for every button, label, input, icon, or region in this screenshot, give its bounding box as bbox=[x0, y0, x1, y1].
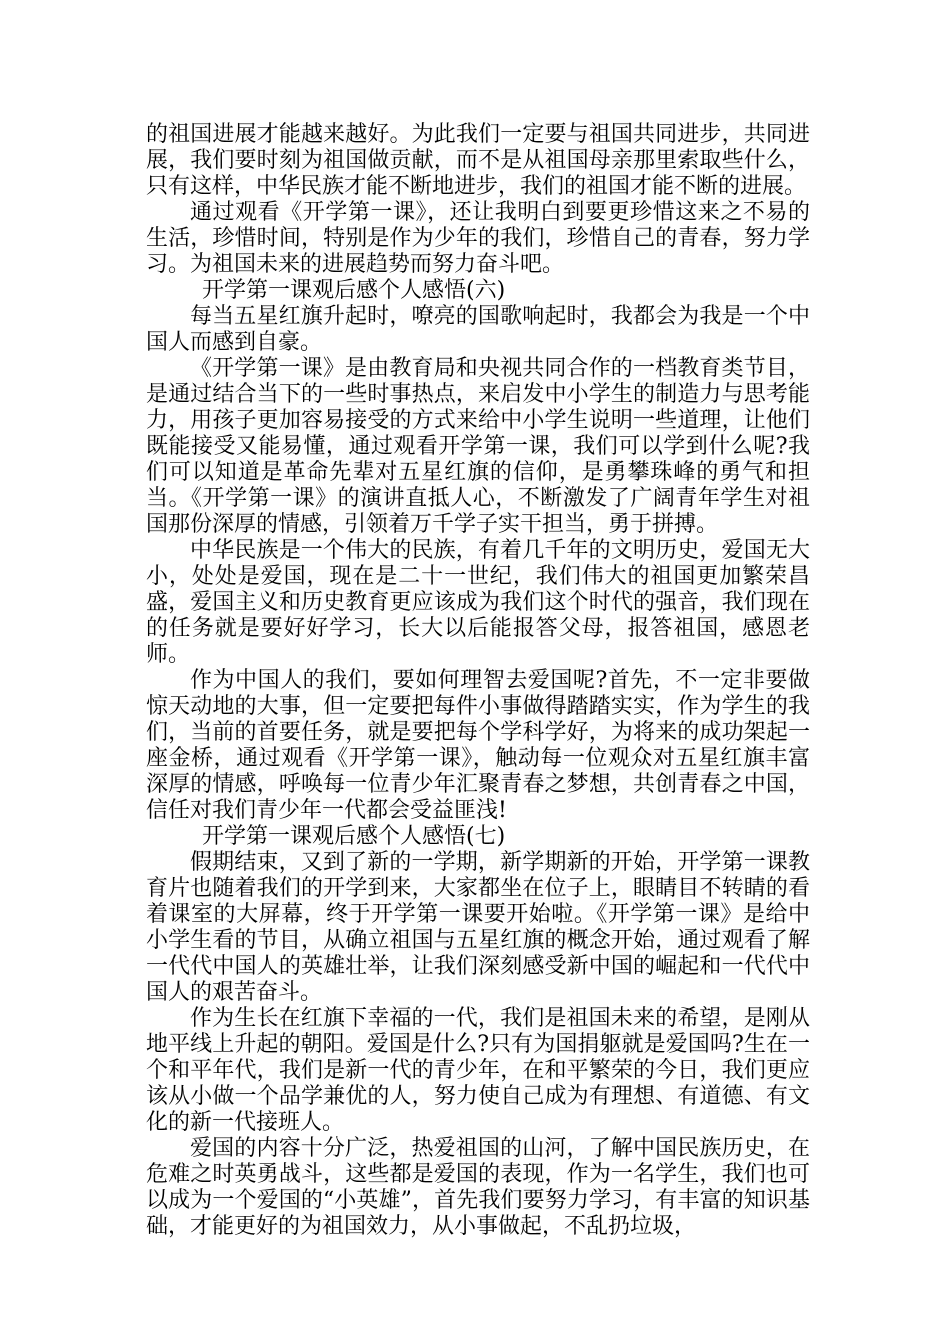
paragraph-7: 假期结束，又到了新的一学期，新学期新的开始，开学第一课教育片也随着我们的开学到来，大家都坐在位子上，眼睛目不转睛的看着课室的大屏幕，终于开学第一课要开始啦。《开学第一课》是给中小学生看的节目，从确立祖国与五星红旗的概念开始，通过观看了解一代代中国人的英雄壮举，让我们深刻感受新中国的崛起和一代代中国人的艰苦奋斗。 bbox=[146, 850, 810, 1005]
section-heading-6: 开学第一课观后感个人感悟(六) bbox=[202, 278, 506, 303]
paragraph-1: 的祖国进展才能越来越好。为此我们一定要与祖国共同进步，共同进展，我们要时刻为祖国做贡献，而不是从祖国母亲那里索取些什么，只有这样，中华民族才能不断地进步，我们的祖国才能不断的进展。 bbox=[146, 122, 810, 199]
paragraph-9: 爱国的内容十分广泛，热爱祖国的山河，了解中国民族历史，在危难之时英勇战斗，这些都是爱国的表现，作为一名学生，我们也可以成为一个爱国的“小英雄”，首先我们要努力学习，有丰富的知识基础，才能更好的为祖国效力，从小事做起，不乱扔垃圾， bbox=[146, 1136, 810, 1239]
paragraph-6: 作为中国人的我们，要如何理智去爱国呢?首先，不一定非要做惊天动地的大事，但一定要把每件小事做得踏踏实实，作为学生的我们，当前的首要任务，就是要把每个学科学好，为将来的成功架起一座金桥，通过观看《开学第一课》，触动每一位观众对五星红旗丰富深厚的情感，呼唤每一位青少年汇聚青春之梦想，共创青春之中国，信任对我们青少年一代都会受益匪浅! bbox=[146, 668, 810, 823]
paragraph-3: 每当五星红旗升起时，嘹亮的国歌响起时，我都会为我是一个中国人而感到自豪。 bbox=[146, 304, 810, 355]
section-heading-7: 开学第一课观后感个人感悟(七) bbox=[202, 824, 506, 849]
paragraph-4: 《开学第一课》是由教育局和央视共同合作的一档教育类节目，是通过结合当下的一些时事热点，来启发中小学生的制造力与思考能力，用孩子更加容易接受的方式来给中小学生说明一些道理，让他们既能接受又能易懂，通过观看开学第一课，我们可以学到什么呢?我们可以知道是革命先辈对五星红旗的信仰，是勇攀珠峰的勇气和担当。《开学第一课》的演讲直抵人心，不断激发了广阔青年学生对祖国那份深厚的情感，引领着万千学子实干担当，勇于拼搏。 bbox=[146, 356, 810, 537]
document-page bbox=[146, 122, 810, 1240]
paragraph-2: 通过观看《开学第一课》，还让我明白到要更珍惜这来之不易的生活，珍惜时间，特别是作为少年的我们，珍惜自己的青春，努力学习。为祖国未来的进展趋势而努力奋斗吧。 bbox=[146, 200, 810, 277]
paragraph-5: 中华民族是一个伟大的民族，有着几千年的文明历史，爱国无大小，处处是爱国，现在是二十一世纪，我们伟大的祖国更加繁荣昌盛，爱国主义和历史教育更应该成为我们这个时代的强音，我们现在的任务就是要好好学习，长大以后能报答父母，报答祖国，感恩老师。 bbox=[146, 538, 810, 667]
paragraph-8: 作为生长在红旗下幸福的一代，我们是祖国未来的希望，是刚从地平线上升起的朝阳。爱国是什么?只有为国捐躯就是爱国吗?生在一个和平年代，我们是新一代的青少年，在和平繁荣的今日，我们更应该从小做一个品学兼优的人，努力使自己成为有理想、有道德、有文化的新一代接班人。 bbox=[146, 1006, 810, 1135]
